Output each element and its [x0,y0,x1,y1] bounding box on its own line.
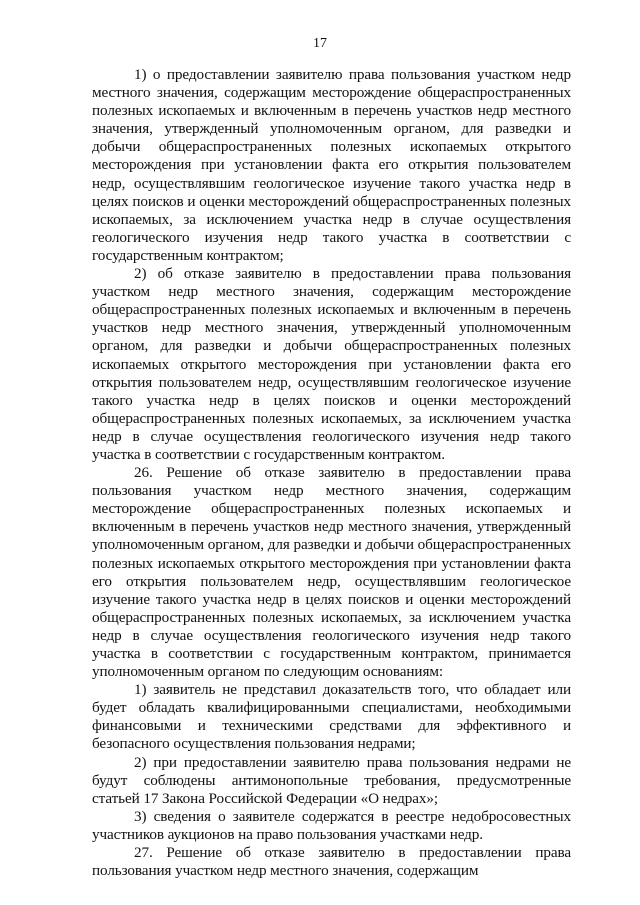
page-number: 17 [313,36,327,51]
paragraph-ground-1: 1) заявитель не представил доказательств того, что обладает или будет обладать квалифицированными специалистами, необходимыми финансовыми и техническими средствами для эффективного и безопасного осуществления пользования недрами; [92,681,571,753]
paragraph-section-27: 27. Решение об отказе заявителю в предоставлении права пользования участком недр местного значения, содержащим [92,844,571,880]
paragraph-ground-3: 3) сведения о заявителе содержатся в реестре недобросовестных участников аукционов на право пользования участками недр. [92,807,571,843]
paragraph-section-26: 26. Решение об отказе заявителю в предоставлении права пользования участком недр местного значения, содержащим месторождение общераспространенных полезных ископаемых и включенным в перечень участков недр местного значения, утвержденный уполномоченным органом, для разведки и добычи общераспространенных полезных ископаемых открытого месторождения при установлении факта его открытия пользователем недр, осуществлявшим геологическое изучение такого участка недр в целях поисков и оценки месторождений общераспространенных полезных ископаемых, за исключением участка недр в случае осуществления геологического изучения недр такого участка в соответствии с государственным контрактом, принимается уполномоченным органом по следующим основаниям: [92,464,571,681]
paragraph-clause-2: 2) об отказе заявителю в предоставлении права пользования участком недр местного значения, содержащим месторождение общераспространенных полезных ископаемых и включенным в перечень участков недр местного значения, утвержденный уполномоченным органом, для разведки и добычи общераспространенных полезных ископаемых открытого месторождения при установлении факта его открытия пользователем недр, осуществлявшим геологическое изучение такого участка недр в целях поисков и оценки месторождений общераспространенных полезных ископаемых, за исключением участка недр в случае осуществления геологического изучения недр такого участка в соответствии с государственным контрактом. [92,265,571,463]
paragraph-clause-1: 1) о предоставлении заявителю права пользования участком недр местного значения, содержащим месторождение общераспространенных полезных ископаемых и включенным в перечень участков недр местного значения, утвержденный уполномоченным органом, для разведки и добычи общераспространенных полезных ископаемых открытого месторождения при установлении факта его открытия пользователем недр, осуществлявшим геологическое изучение такого участка недр в целях поисков и оценки месторождений общераспространенных полезных ископаемых, за исключением участка недр в случае осуществления геологического изучения недр такого участка в соответствии с государственным контрактом; [92,66,571,264]
document-body [92,66,571,880]
paragraph-ground-2: 2) при предоставлении заявителю права пользования недрами не будут соблюдены антимонопольные требования, предусмотренные статьей 17 Закона Российской Федерации «О недрах»; [92,753,571,807]
